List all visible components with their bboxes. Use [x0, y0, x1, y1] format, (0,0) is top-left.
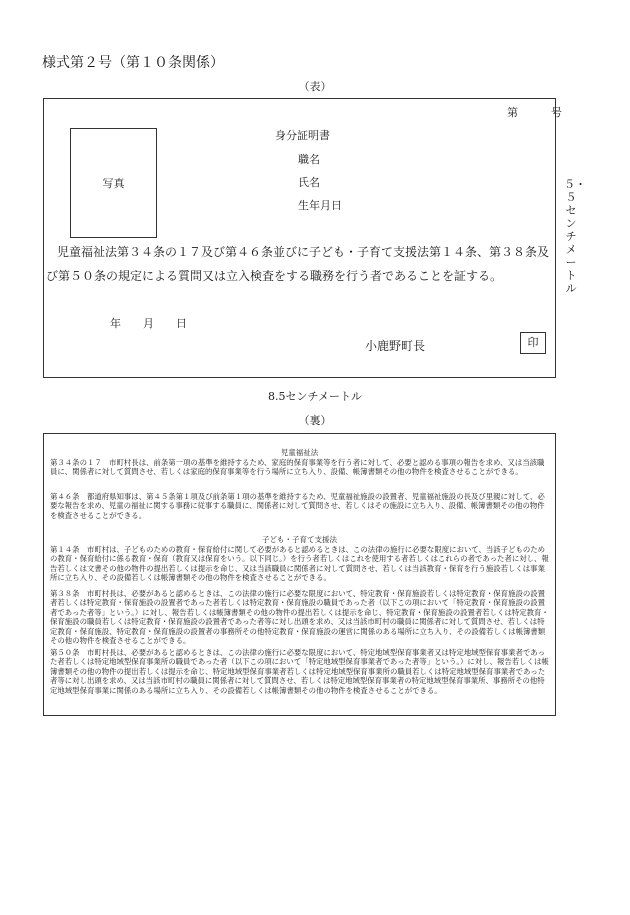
issue-date-label: 年 月 日	[110, 317, 187, 330]
section-title-child-care-support-act: 子ども・子育て支援法	[262, 535, 337, 544]
photo-box	[70, 128, 157, 238]
seal-box: 印	[520, 332, 546, 354]
certificate-title: 身分証明書	[275, 129, 330, 142]
section-title-child-welfare-act: 児童福祉法	[280, 448, 319, 457]
photo-label: 写真	[102, 177, 125, 190]
height-dimension-note: ５・５センチメートル	[564, 178, 586, 295]
statement-line-2: び第５０条の規定による質問又は立入検査をする職務を行う者であることを証する。	[46, 269, 503, 283]
certificate-number-label: 第 号	[507, 106, 562, 119]
form-title: 様式第２号（第１０条関係）	[42, 55, 224, 71]
width-dimension-note: 8.5センチメートル	[267, 390, 363, 403]
position-label: 職名	[298, 153, 320, 166]
birthdate-label: 生年月日	[298, 199, 342, 212]
certificate-front	[43, 98, 562, 378]
article-14: 第１４条 市町村は、子どものための教育・保育給付に関して必要があると認めるときは、この法律の施行に必要な限度において、当該子どものための教育・保育給付に係る教育・保育（教育又は保育をいう。以下同じ。）を行う者若しくはこれを使用する者若しくはこれらの者であった者に対し、報告若しくは文書その他の物件の提出若しくは提示を命じ、又は当該職員に関係者に対して質問させ、若しくは当該教育・保育を行う施設若しくは事業所に立ち入り、その設備若しくは帳簿書類その他の物件を検査させることができる。	[50, 545, 549, 583]
back-caption: （裏）	[298, 414, 332, 427]
article-34-17: 第３４条の１７ 市町村長は、前条第一項の基準を維持するため、家庭的保育事業等を行う者に対して、必要と認める事項の報告を求め、又は当該職員に、関係者に対して質問させ、若しくは家庭的保育事業等を行う場所に立ち入り、設備、帳簿書類その他の物件を検査させることができる。	[50, 458, 545, 477]
article-38: 第３８条 市町村長は、必要があると認めるときは、この法律の施行に必要な限度において、特定教育・保育施設若しくは特定教育・保育施設の設置者若しくは特定教育・保育施設の設置者であった者若しくは特定教育・保育施設の職員であった者（以下この項において「特定教育・保育施設の設置者であった者等」という。）に対し、報告若しくは帳簿書類その他の物件の提出若しくは提示を命じ、特定教育・保育施設の設置者若しくは特定教育・保育施設の職員若しくは特定教育・保育施設の設置者であった者等に対し出頭を求め、又は当該市町村の職員に関係者に対して質問させ、若しくは特定教育・保育施設、特定教育・保育施設の設置者の事務所その他特定教育・保育施設の運営に関係のある場所に立ち入り、その設備若しくは帳簿書類その他の物件を検査させることができる。	[50, 589, 549, 646]
name-label: 氏名	[298, 176, 320, 189]
article-50: 第５０条 市町村長は、必要があると認めるときは、この法律の施行に必要な限度において、特定地域型保育事業者又は特定地域型保育事業者であった者若しくは特定地域型保育事業所の職員であった者（以下この項において「特定地域型保育事業者であった者等」という。）に対し、報告若しくは帳簿書類その他の物件の提出若しくは提示を命じ、特定地域型保育事業者若しくは特定地域型保育事業所の職員若しくは特定地域型保育事業者であった者等に対し出頭を求め、又は当該市町村の職員に関係者に対して質問させ、若しくは特定地域型保育事業者の特定地域型保育事業所、事務所その他特定地域型保育事業に関係のある場所に立ち入り、その設備若しくは帳簿書類その他の物件を検査させることができる。	[50, 648, 549, 695]
article-46: 第４６条 都道府県知事は、第４５条第１項及び前条第１項の基準を維持するため、児童福祉施設の設置者、児童福祉施設の長及び里親に対して、必要な報告を求め、児童の福祉に関する事務に従事する職員に、関係者に対して質問させ、若しくはその施設に立ち入り、設備、帳簿書類その他の物件を検査させることができる。	[50, 492, 545, 520]
certificate-back	[43, 433, 556, 716]
front-caption: （表）	[298, 80, 332, 93]
issuer-name: 小鹿野町長	[365, 339, 426, 353]
statement-line-1: 児童福祉法第３４条の１７及び第４６条並びに子ども・子育て支援法第１４条、第３８条及	[57, 245, 550, 259]
